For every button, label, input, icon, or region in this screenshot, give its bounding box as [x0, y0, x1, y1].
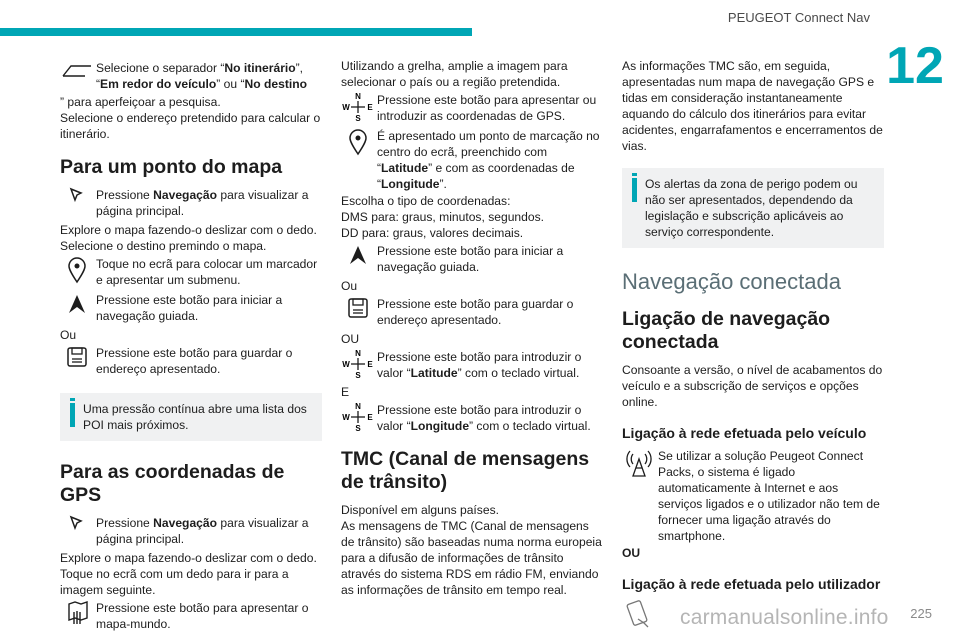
svg-text:W: W [342, 103, 350, 112]
coords-or-2: OU [341, 332, 360, 346]
coord-type-paragraph: Escolha o tipo de coordenadas: [341, 194, 511, 208]
start-guidance-icon [60, 292, 94, 326]
svg-text:S: S [355, 114, 361, 123]
vehicle-connection-instruction: Se utilizar a solução Peugeot Connect Packs, o sistema é ligado automaticamente à Internet e aos serviços ligados e o utilizador não tem de fornecer uma ligação através do smartphone. [622, 448, 884, 544]
info-box-danger-zone: Os alertas da zona de perigo podem ou não ser apresentados, dependendo da legislação e subscrição aplicáveis ao serviço correspondente. [622, 168, 884, 248]
svg-text:S: S [355, 424, 361, 433]
map-pin-icon [341, 128, 375, 162]
svg-text:N: N [355, 92, 361, 101]
select-tab-instruction: Selecione o separador “No itinerário”, “Em redor do veículo” ou “No destino [60, 60, 322, 94]
column-3 [622, 58, 884, 634]
coords-save-instruction: Pressione este botão para guardar o endereço apresentado. [341, 296, 603, 330]
gps-world-instruction: Pressione este botão para apresentar o mapa-mundo. [60, 600, 322, 634]
coords-instruction: N S W E Pressione este botão para apresentar ou introduzir as coordenadas de GPS. [341, 92, 603, 126]
map-nav-instruction: Pressione Navegação para visualizar a página principal. [60, 187, 322, 221]
tmc-paragraph-1: Disponível em alguns países. [341, 503, 499, 517]
save-floppy-icon [341, 296, 375, 330]
tmc-paragraph-3: As informações TMC são, em seguida, apresentadas num mapa de navegação GPS e tidas em consideração instantaneamente aquando do cálculo dos itinerários para evitar acidentes, engarrafamentos e encerramentos de vias. [622, 59, 883, 153]
svg-text:E: E [367, 103, 373, 112]
gps-paragraph-2: Toque no ecrã com um dedo para ir para a imagem seguinte. [60, 567, 289, 597]
gps-paragraph-1: Explore o mapa fazendo-o deslizar com o dedo. [60, 551, 317, 565]
connected-link-paragraph: Consoante a versão, o nível de acabamentos do veículo e a subscrição de serviços e opções online. [622, 363, 883, 409]
svg-text:E: E [367, 360, 373, 369]
tmc-paragraph-2: As mensagens de TMC (Canal de mensagens de trânsito) são baseadas numa norma europeia para a difusão de informações de trânsito através do sistema RDS em rádio FM, enviando as informações de trânsito em tempo real. [341, 519, 602, 597]
map-paragraph-1: Explore o mapa fazendo-o deslizar com o dedo. [60, 223, 317, 237]
map-save-instruction: Pressione este botão para guardar o endereço apresentado. [60, 345, 322, 379]
header-accent-bar [0, 28, 472, 36]
heading-map-point: Para um ponto do mapa [60, 156, 283, 178]
vehicle-or: OU [622, 546, 641, 560]
column-1 [60, 58, 322, 635]
info-icon [70, 403, 75, 427]
svg-text:E: E [367, 413, 373, 422]
compass-coordinates-icon [341, 402, 375, 436]
map-pin-icon [60, 256, 94, 290]
heading-user-connection: Ligação à rede efetuada pelo utilizador [622, 576, 881, 592]
compass-coordinates-icon [341, 92, 375, 126]
heading-tmc: TMC (Canal de mensagens de trânsito) [341, 448, 590, 493]
dd-paragraph: DD para: graus, valores decimais. [341, 226, 524, 240]
chapter-number: 12 [886, 37, 944, 95]
dms-paragraph: DMS para: graus, minutos, segundos. [341, 210, 545, 224]
svg-text:N: N [355, 349, 361, 358]
svg-text:S: S [355, 371, 361, 380]
header-title: PEUGEOT Connect Nav [727, 10, 870, 25]
map-paragraph-2: Selecione o destino premindo o mapa. [60, 239, 267, 253]
svg-text:W: W [342, 360, 350, 369]
page-number: 225 [910, 606, 932, 621]
heading-connected-link: Ligação de navegação conectada [622, 308, 831, 353]
info-box-poi: Uma pressão contínua abre uma lista dos POI mais próximos. [60, 393, 322, 441]
antenna-icon [622, 448, 656, 482]
coords-start-instruction: Pressione este botão para iniciar a navegação guiada. [341, 243, 603, 277]
column-2 [341, 58, 603, 598]
longitude-instruction: N S W E Pressione este botão para introduzir o valor “Longitude” com o teclado virtual. [341, 402, 603, 436]
navigation-arrow-icon [60, 187, 94, 221]
intro-continuation: ” para aperfeiçoar a pesquisa. [60, 95, 221, 109]
heading-connected-navigation: Navegação conectada [622, 269, 841, 294]
world-map-hand-icon [60, 600, 94, 634]
save-floppy-icon [60, 345, 94, 379]
coords-and: E [341, 385, 350, 399]
smartphone-icon [622, 599, 656, 633]
latitude-instruction: N S W E Pressione este botão para introduzir o valor “Latitude” com o teclado virtual. [341, 349, 603, 383]
watermark: carmanualsonline.info [680, 606, 889, 629]
heading-vehicle-connection: Ligação à rede efetuada pelo veículo [622, 425, 867, 441]
gps-nav-instruction: Pressione Navegação para visualizar a página principal. [60, 515, 322, 549]
coords-or-1: Ou [341, 279, 358, 293]
map-or: Ou [60, 328, 77, 342]
heading-gps-coordinates: Para as coordenadas de GPS [60, 461, 285, 506]
navigation-arrow-icon [60, 515, 94, 549]
svg-text:N: N [355, 402, 361, 411]
tab-select-icon [60, 60, 94, 94]
grid-paragraph: Utilizando a grelha, amplie a imagem para selecionar o país ou a região pretendida. [341, 59, 568, 89]
intro-paragraph-2: Selecione o endereço pretendido para calcular o itinerário. [60, 111, 321, 141]
marker-instruction: É apresentado um ponto de marcação no centro do ecrã, preenchido com “Latitude” e com as coordenadas de “Longitude”. [341, 128, 603, 192]
start-guidance-icon [341, 243, 375, 277]
map-pin-instruction: Toque no ecrã para colocar um marcador e apresentar um submenu. [60, 256, 322, 290]
svg-text:W: W [342, 413, 350, 422]
compass-coordinates-icon [341, 349, 375, 383]
info-icon [632, 178, 637, 202]
map-start-instruction: Pressione este botão para iniciar a navegação guiada. [60, 292, 322, 326]
